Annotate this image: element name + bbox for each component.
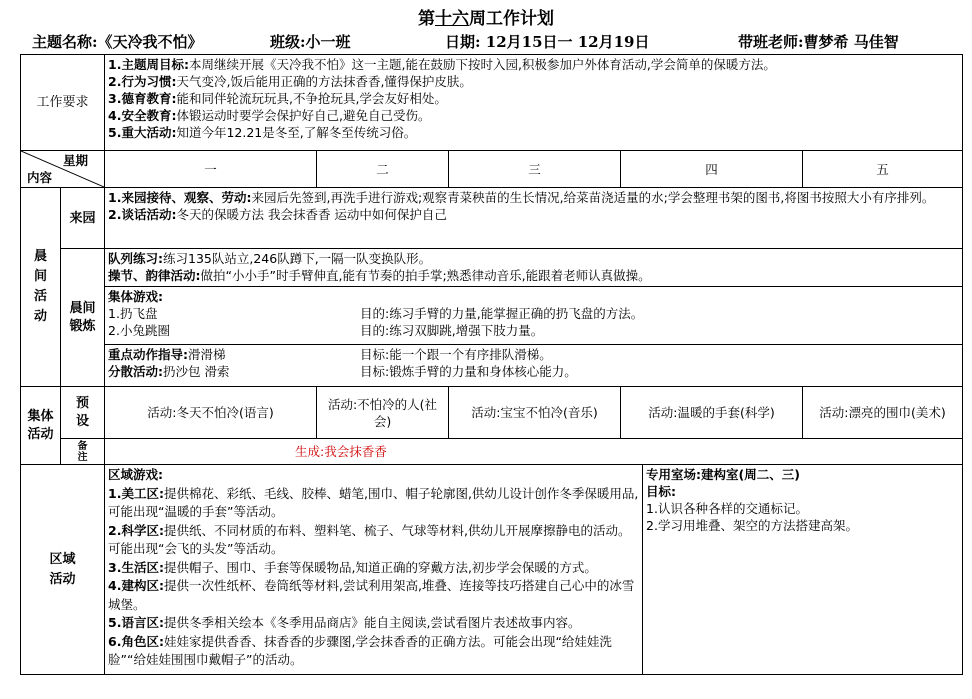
- activity-thursday: 活动:温暖的手套(科学): [621, 387, 803, 439]
- work-requirements-label: 工作要求: [21, 55, 105, 151]
- exercise-label: 晨间锻炼: [61, 249, 105, 387]
- activity-wednesday: 活动:宝宝不怕冷(音乐): [449, 387, 621, 439]
- note-label: 备注: [61, 439, 105, 465]
- preset-label: 预设: [61, 387, 105, 439]
- arrive-content: 1.来园接待、观察、劳动:来园后先签到,再洗手进行游戏;观察青菜秧苗的生长情况,给菜苗浇适量的水;学会整理书架的图书,将图书按照大小有序排列。 2.谈话活动:冬天的保暖方法 我会抹香香 运动中如何保护自己: [105, 188, 963, 249]
- week-content-header: 星期 内容: [21, 151, 105, 188]
- activity-monday: 活动:冬天不怕冷(语言): [105, 387, 317, 439]
- queue-exercise: 队列练习:练习135队站立,246队蹲下,一隔一队变换队形。 操节、韵律活动:做拍“小小手”时手臂伸直,能有节奏的拍手掌;熟悉律动音乐,能跟着老师认真做操。: [105, 249, 963, 287]
- note-content: 生成:我会抹香香: [105, 439, 963, 465]
- class-name: 班级:小一班: [270, 33, 351, 51]
- day-wednesday: 三: [449, 151, 621, 188]
- activity-tuesday: 活动:不怕冷的人(社会): [317, 387, 449, 439]
- teachers: 带班老师:曹梦希 马佳智: [738, 33, 899, 51]
- work-requirements: 1.主题周目标:本周继续开展《天冷我不怕》这一主题,能在鼓励下按时入园,积极参加户外体育活动,学会简单的保暖方法。 2.行为习惯:天气变冷,饭后能用正确的方法抹香香,懂得保护皮肤。 3.德育教育:能和同伴轮流玩玩具,不争抢玩具,学会友好相处。 4.安全教育:体锻运动时要学会保护好自己,避免自己受伤。 5.重大活动:知道今年12.21是冬至,了解冬至传统习俗。: [105, 55, 963, 151]
- day-thursday: 四: [621, 151, 803, 188]
- theme-name: 主题名称:《天冷我不怕》: [32, 33, 203, 51]
- group-games: 集体游戏: 1.扔飞盘 目的:练习手臂的力量,能掌握正确的扔飞盘的方法。 2.小兔跳圈 目的:练习双脚跳,增强下肢力量。: [105, 287, 963, 345]
- day-tuesday: 二: [317, 151, 449, 188]
- area-activity-label: 区域活动: [21, 465, 105, 675]
- day-monday: 一: [105, 151, 317, 188]
- date-range: 日期: 12月15日一 12月19日: [445, 33, 650, 51]
- group-activity-label: 集体活动: [21, 387, 61, 465]
- activity-friday: 活动:漂亮的围巾(美术): [803, 387, 963, 439]
- page-title: 第十六周工作计划: [418, 9, 554, 29]
- key-action-guidance: 重点动作指导:滑滑梯 目标:能一个跟一个有序排队滑梯。 分散活动:扔沙包 滑索 目标:锻炼手臂的力量和身体核心能力。: [105, 345, 963, 387]
- special-room: 专用室场:建构室(周二、三) 目标: 1.认识各种各样的交通标记。 2.学习用堆叠、架空的方法搭建高架。: [643, 465, 963, 675]
- day-friday: 五: [803, 151, 963, 188]
- arrive-label: 来园: [61, 188, 105, 249]
- morning-activity-label: 晨间活动: [21, 188, 61, 387]
- weekly-plan-table: [20, 54, 963, 675]
- area-games: 区域游戏: 1.美工区:提供棉花、彩纸、毛线、胶棒、蜡笔,围巾、帽子轮廓图,供幼儿设计创作冬季保暖用品,可能出现“温暖的手套”等活动。 2.科学区:提供纸、不同材质的布料、塑料笔、梳子、气球等材料,供幼儿开展摩擦静电的活动。可能出现“会飞的头发”等活动。 3.生活区:提供帽子、围巾、手套等保暖物品,知道正确的穿戴方法,初步学会保暖的方式。 4.建构区:提供一次性纸杯、卷筒纸等材料,尝试利用架高,堆叠、连接等技巧搭建自己心中的冰雪城堡。 5.语言区:提供冬季相关绘本《冬季用品商店》能自主阅读,尝试看图片表述故事内容。 6.角色区:娃娃家提供香香、抹香香的步骤图,学会抹香香的正确方法。可能会出现“给娃娃洗脸”“给娃娃围围巾戴帽子”的活动。: [105, 465, 643, 675]
